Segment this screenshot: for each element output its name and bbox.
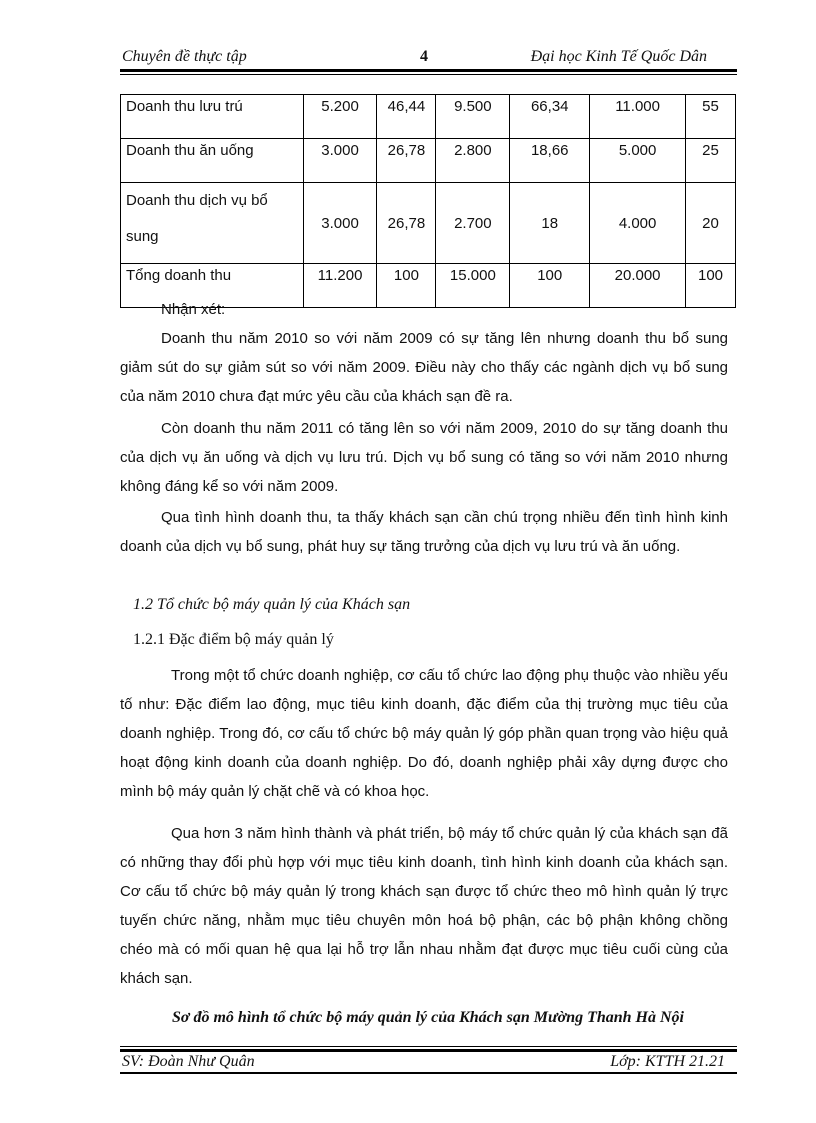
table-cell: 20 bbox=[686, 183, 736, 264]
table-cell: 55 bbox=[686, 95, 736, 139]
paragraph-3: Qua tình hình doanh thu, ta thấy khách sạn cần chú trọng nhiều đến tình hình kinh doanh của dịch vụ bổ sung, phát huy sự tăng trưởng của dịch vụ lưu trú và ăn uống. bbox=[120, 509, 728, 555]
footer-rule-thin bbox=[120, 1046, 737, 1047]
row-label bbox=[121, 183, 304, 264]
header-rule-thick bbox=[120, 69, 737, 72]
page-number: 4 bbox=[420, 48, 428, 65]
page-header bbox=[122, 48, 737, 68]
table-cell: 20.000 bbox=[590, 264, 686, 308]
table-cell: 9.500 bbox=[436, 95, 510, 139]
remark-label: Nhận xét: bbox=[161, 301, 226, 318]
page-footer bbox=[120, 1053, 737, 1073]
revenue-table bbox=[120, 94, 736, 308]
paragraph-5: Qua hơn 3 năm hình thành và phát triển, bộ máy tổ chức quản lý của khách sạn đã có những thay đổi phù hợp với mục tiêu kinh doanh, tình hình kinh doanh của khách sạn. Cơ cấu tổ chức bộ máy quản lý trong khách sạn được tổ chức theo mô hình quản lý trực tuyến chức năng, nhằm mục tiêu chuyên môn hoá bộ phận, các bộ phận không chồng chéo mà có mối quan hệ qua lại hỗ trợ lẫn nhau nhằm đạt được mục tiêu cuối cùng của khách sạn. bbox=[120, 825, 728, 987]
footer-bottom-rule bbox=[120, 1072, 737, 1074]
table-cell: 15.000 bbox=[436, 264, 510, 308]
table-cell: 2.700 bbox=[436, 183, 510, 264]
table-cell: 11.200 bbox=[303, 264, 377, 308]
table-cell: 3.000 bbox=[303, 139, 377, 183]
paragraph-2: Còn doanh thu năm 2011 có tăng lên so với năm 2009, 2010 do sự tăng doanh thu của dịch vụ ăn uống và dịch vụ lưu trú. Dịch vụ bổ sung có tăng so với năm 2010 nhưng không đáng kể so với năm 2009. bbox=[120, 420, 728, 495]
table-cell: 100 bbox=[510, 264, 590, 308]
paragraph-4: Trong một tổ chức doanh nghiệp, cơ cấu tổ chức lao động phụ thuộc vào nhiều yếu tố như: Đặc điểm lao động, mục tiêu kinh doanh, đặc điểm của thị trường mục tiêu của doanh nghiệp. Trong đó, cơ cấu tổ chức bộ máy quản lý góp phần quan trọng vào hiệu quả hoạt động kinh doanh của doanh nghiệp. Do đó, doanh nghiệp phải xây dựng được cho mình bộ máy quản lý chặt chẽ và có khoa học. bbox=[120, 667, 728, 800]
table-cell: 18,66 bbox=[510, 139, 590, 183]
table-cell: 2.800 bbox=[436, 139, 510, 183]
header-rule-thin bbox=[120, 74, 737, 75]
table-cell: 5.200 bbox=[303, 95, 377, 139]
row-label: Doanh thu lưu trú bbox=[121, 95, 304, 139]
table-cell: 25 bbox=[686, 139, 736, 183]
row-label-line: Doanh thu dịch vụ bổ bbox=[126, 192, 268, 209]
section-heading-1-2-1: 1.2.1 Đặc điểm bộ máy quản lý bbox=[133, 631, 334, 648]
table-cell: 18 bbox=[510, 183, 590, 264]
table-cell: 46,44 bbox=[377, 95, 436, 139]
footer-student-name: SV: Đoàn Như Quân bbox=[122, 1053, 255, 1070]
footer-rule-thick bbox=[120, 1049, 737, 1052]
table-cell: 4.000 bbox=[590, 183, 686, 264]
footer-class: Lớp: KTTH 21.21 bbox=[610, 1053, 725, 1070]
header-right-title: Đại học Kinh Tế Quốc Dân bbox=[530, 48, 707, 65]
table-row bbox=[121, 95, 736, 139]
row-label: Tổng doanh thu bbox=[121, 264, 304, 308]
row-label-line: sung bbox=[126, 228, 159, 245]
table-cell: 100 bbox=[377, 264, 436, 308]
paragraph-1: Doanh thu năm 2010 so với năm 2009 có sự tăng lên nhưng doanh thu bổ sung giảm sút do sự giảm sút so với năm 2009. Điều này cho thấy các ngành dịch vụ bổ sung của năm 2010 chưa đạt mức yêu cầu của khách sạn đề ra. bbox=[120, 330, 728, 405]
diagram-title: Sơ đồ mô hình tổ chức bộ máy quản lý của Khách sạn Mường Thanh Hà Nội bbox=[172, 1009, 684, 1026]
table-cell: 26,78 bbox=[377, 139, 436, 183]
table-cell: 5.000 bbox=[590, 139, 686, 183]
section-heading-1-2: 1.2 Tổ chức bộ máy quản lý của Khách sạn bbox=[133, 596, 411, 613]
table-cell: 66,34 bbox=[510, 95, 590, 139]
table-cell: 3.000 bbox=[303, 183, 377, 264]
header-left-title: Chuyên đề thực tập bbox=[122, 48, 247, 65]
table-cell: 26,78 bbox=[377, 183, 436, 264]
table-row bbox=[121, 183, 736, 264]
table-row bbox=[121, 139, 736, 183]
row-label: Doanh thu ăn uống bbox=[121, 139, 304, 183]
table-cell: 100 bbox=[686, 264, 736, 308]
table-cell: 11.000 bbox=[590, 95, 686, 139]
